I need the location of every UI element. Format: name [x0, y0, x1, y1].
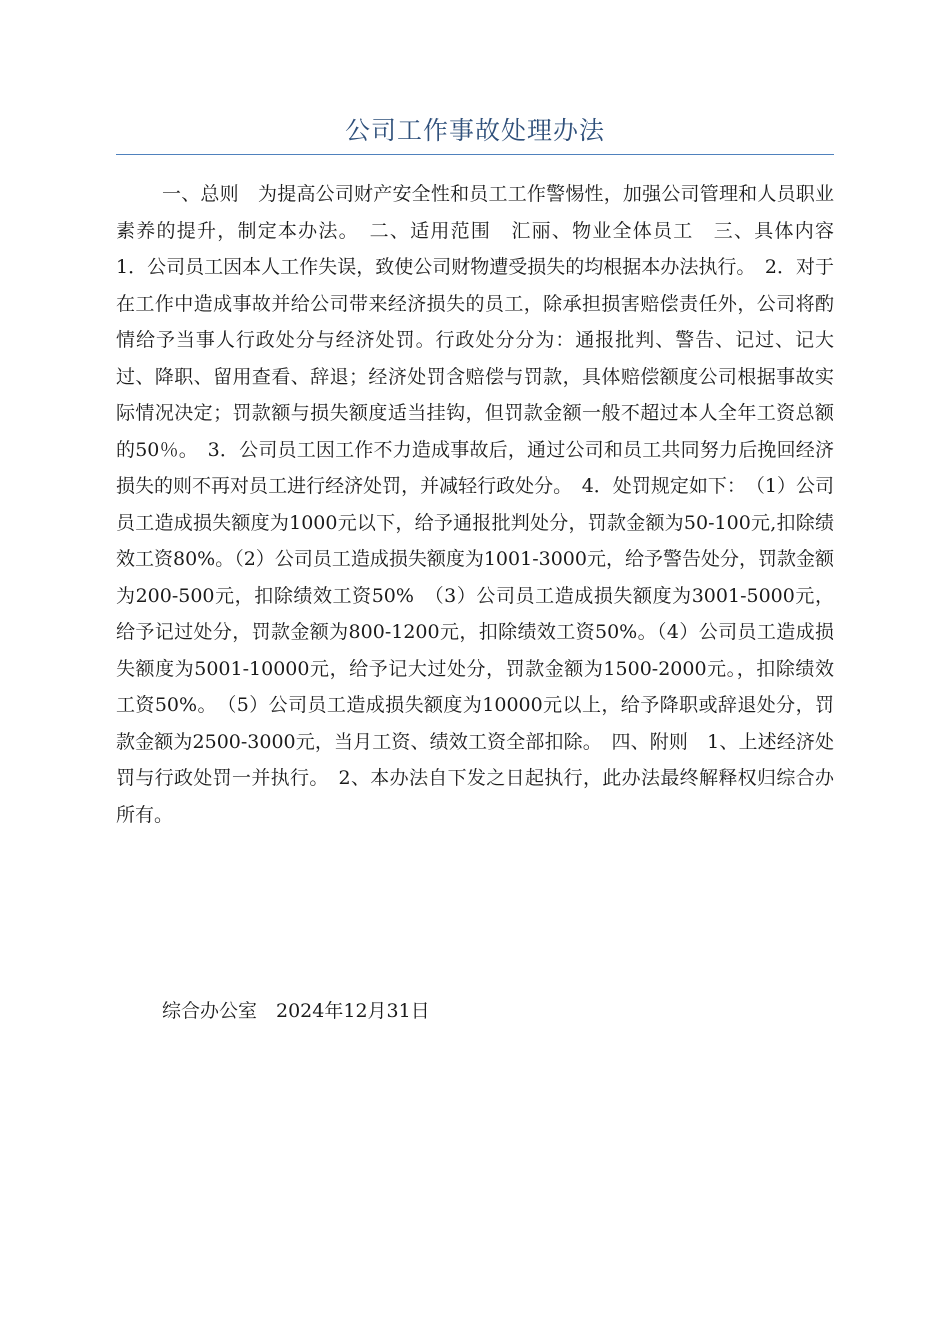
title-underline [116, 154, 834, 155]
document-title: 公司工作事故处理办法 [344, 116, 605, 145]
document-body: 一、总则 为提高公司财产安全性和员工工作警惕性，加强公司管理和人员职业素养的提升，制定本办法。 二、适用范围 汇丽、物业全体员工 三、具体内容 1．公司员工因本人工作失误，致使公司财物遭受损失的均根据本办法执行。 2．对于在工作中造成事故并给公司带来经济损失的员工，除承担损害赔偿责任外，公司将酌情给予当事人行政处分与经济处罚。行政处分分为：通报批判、警告、记过、记大过、降职、留用查看、辞退；经济处罚含赔偿与罚款，具体赔偿额度公司根据事故实际情况决定；罚款额与损失额度适当挂钩，但罚款金额一般不超过本人全年工资总额的50％。 3．公司员工因工作不力造成事故后，通过公司和员工共同努力后挽回经济损失的则不再对员工进行经济处罚，并减轻行政处分。 4．处罚规定如下： （1）公司员工造成损失额度为1000元以下，给予通报批判处分，罚款金额为50-100元,扣除绩效工资80%。（2）公司员工造成损失额度为1001-3000元，给予警告处分，罚款金额为200-500元，扣除绩效工资50% （3）公司员工造成损失额度为3001-5000元，给予记过处分，罚款金额为800-1200元，扣除绩效工资50%。（4）公司员工造成损失额度为5001-10000元，给予记大过处分，罚款金额为1500-2000元。，扣除绩效工资50%。 （5）公司员工造成损失额度为10000元以上，给予降职或辞退处分，罚款金额为2500-3000元，当月工资、绩效工资全部扣除。 四、附则 1、上述经济处罚与行政处罚一并执行。 2、本办法自下发之日起执行，此办法最终解释权归综合办所有。 [116, 183, 854, 826]
document-signature: 综合办公室 2024年12月31日 [162, 1000, 430, 1022]
